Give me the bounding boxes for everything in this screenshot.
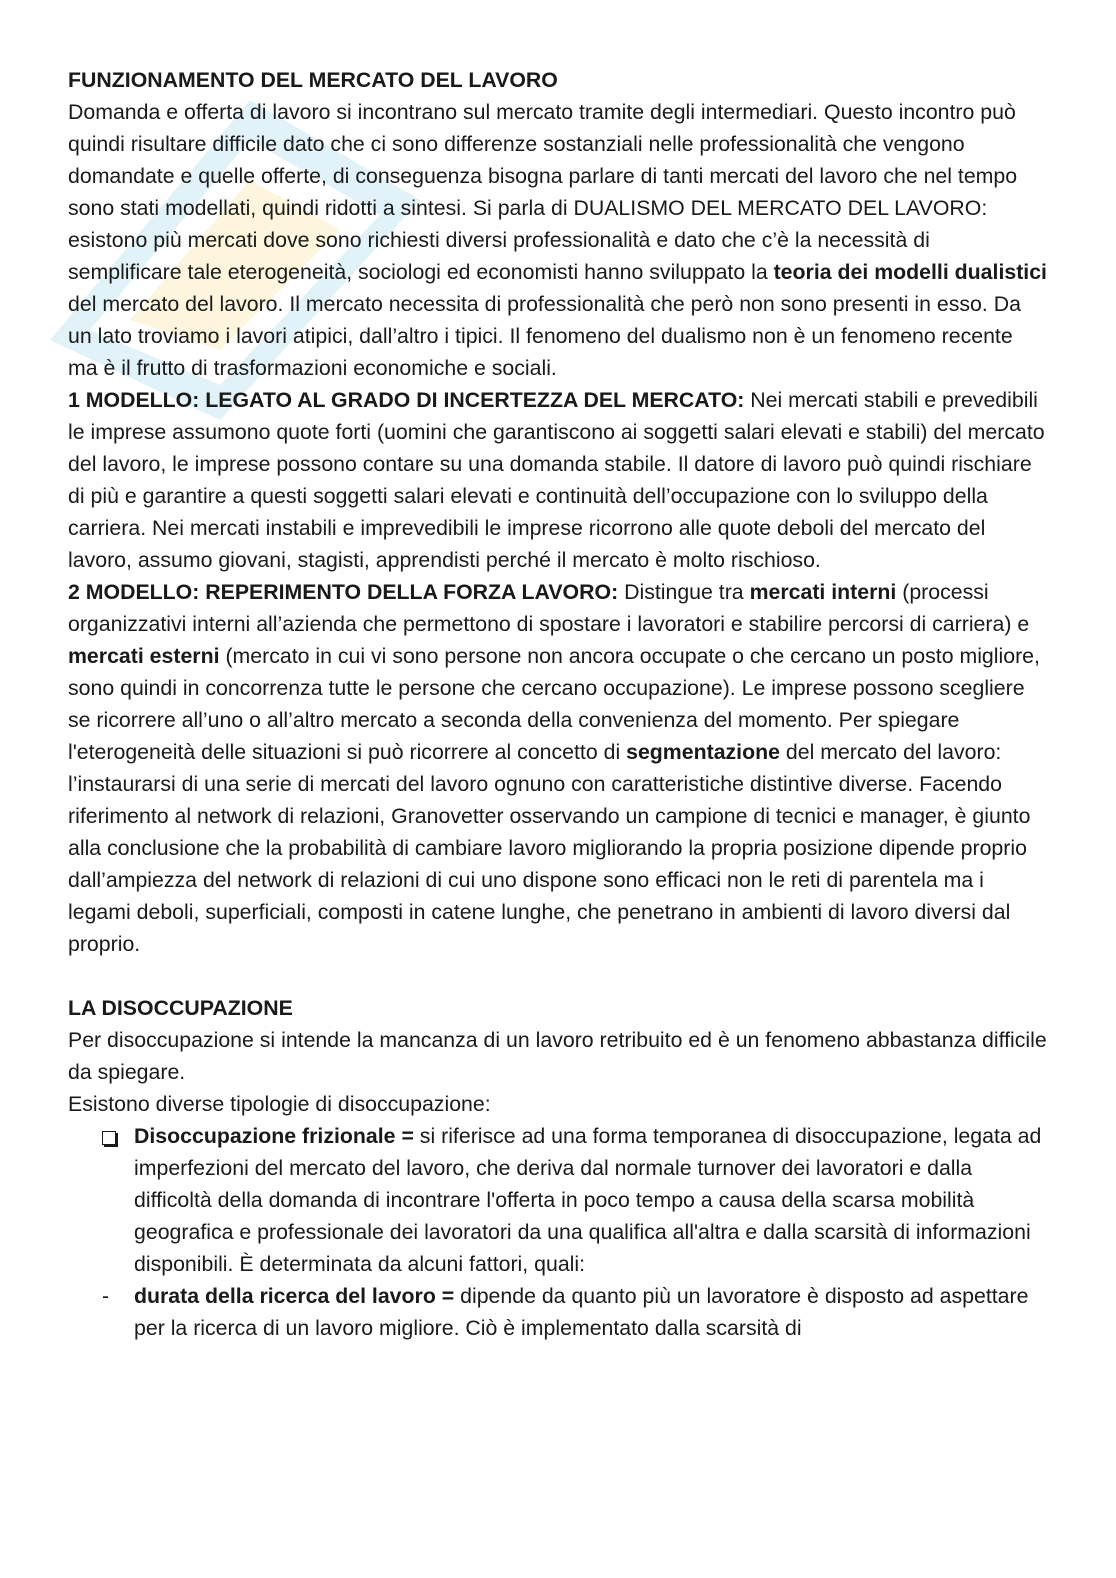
- bold-term-segmentazione: segmentazione: [626, 740, 780, 764]
- paragraph-tipologie-intro: Esistono diverse tipologie di disoccupazione:: [68, 1092, 491, 1116]
- checkbox-bullet-icon: [102, 1120, 126, 1154]
- spacer: [68, 960, 1048, 992]
- model-2-title: 2 MODELLO: REPERIMENTO DELLA FORZA LAVORO:: [68, 580, 619, 604]
- paragraph-disoccupazione-intro: Per disoccupazione si intende la mancanza di un lavoro retribuito ed è un fenomeno abbastanza difficile da spiegare.: [68, 1028, 1047, 1084]
- text-run: Distingue tra: [618, 580, 750, 604]
- bold-term-mercati-esterni: mercati esterni: [68, 644, 220, 668]
- text-run: (mercato in cui vi sono persone non ancora occupate o che cercano un posto migliore, sono quindi in concorrenza tutte le persone che cercano occupazione). Le imprese possono scegliere se ricorrere all’uno o all’altro mercato a seconda della convenienza del momento. Per spiegare l'eterogeneità delle situazioni si può ricorrere al concetto di: [68, 644, 1040, 764]
- paragraph-dualismo: [68, 96, 1048, 384]
- bold-term-teoria-modelli: teoria dei modelli dualistici: [773, 260, 1047, 284]
- bold-term-durata-ricerca: durata della ricerca del lavoro =: [134, 1284, 455, 1308]
- dash-bullet: -: [102, 1284, 110, 1308]
- text-run: (processi organizzativi interni all’azienda che permettono di spostare i lavoratori e stabilire percorsi di carriera) e: [68, 580, 1030, 636]
- paragraph-modello-2: [68, 576, 1048, 960]
- bold-term-frizionale: Disoccupazione frizionale =: [134, 1124, 414, 1148]
- bold-term-mercati-interni: mercati interni: [749, 580, 897, 604]
- list-item-frizionale: [68, 1120, 1048, 1280]
- list-item-durata-ricerca: [68, 1280, 1048, 1344]
- section-title-mercato-lavoro: FUNZIONAMENTO DEL MERCATO DEL LAVORO: [68, 68, 558, 92]
- text-run: Nei mercati stabili e prevedibili le imprese assumono quote forti (uomini che garantiscono ai soggetti salari elevati e stabili) del mercato del lavoro, le imprese possono contare su una domanda stabile. Il datore di lavoro può quindi rischiare di più e garantire a questi soggetti salari elevati e continuità dell’occupazione con lo sviluppo della carriera. Nei mercati instabili e imprevedibili le imprese ricorrono alle quote deboli del mercato del lavoro, assumo giovani, stagisti, apprendisti perché il mercato è molto rischioso.: [68, 388, 1045, 572]
- text-run: Domanda e offerta di lavoro si incontrano sul mercato tramite degli intermediari. Questo incontro può quindi risultare difficile dato che ci sono differenze sostanziali nelle professionalità che vengono domandate e quelle offerte, di conseguenza bisogna parlare di tanti mercati del lavoro che nel tempo sono stati modellati, quindi ridotti a sintesi. Si parla di DUALISMO DEL MERCATO DEL LAVORO: esistono più mercati dove sono richiesti diversi professionalità e dato che c’è la necessità di semplificare tale eterogeneità, sociologi ed economisti hanno sviluppato la: [68, 100, 1018, 284]
- text-run: del mercato del lavoro. Il mercato necessita di professionalità che però non sono presenti in esso. Da un lato troviamo i lavori atipici, dall’altro i tipici. Il fenomeno del dualismo non è un fenomeno recente ma è il frutto di trasformazioni economiche e sociali.: [68, 292, 1021, 380]
- text-run: dipende da quanto più un lavoratore è disposto ad aspettare per la ricerca di un lavoro migliore. Ciò è implementato dalla scarsità di: [134, 1284, 1029, 1340]
- document-page: [68, 64, 1048, 1344]
- text-run: del mercato del lavoro: l’instaurarsi di una serie di mercati del lavoro ognuno con caratteristiche distintive diverse. Facendo riferimento al network di relazioni, Granovetter osservando un campione di tecnici e manager, è giunto alla conclusione che la probabilità di cambiare lavoro migliorando la propria posizione dipende proprio dall’ampiezza del network di relazioni di cui uno dispone sono efficaci non le reti di parentela ma i legami deboli, superficiali, composti in catene lunghe, che penetrano in ambienti di lavoro diversi dal proprio.: [68, 740, 1031, 956]
- paragraph-modello-1: [68, 384, 1048, 576]
- text-run: si riferisce ad una forma temporanea di disoccupazione, legata ad imperfezioni del mercato del lavoro, che deriva dal normale turnover dei lavoratori e dalla difficoltà della domanda di incontrare l'offerta in poco tempo a causa della scarsa mobilità geografica e professionale dei lavoratori da una qualifica all'altra e dalla scarsità di informazioni disponibili. È determinata da alcuni fattori, quali:: [134, 1124, 1042, 1276]
- model-1-title: 1 MODELLO: LEGATO AL GRADO DI INCERTEZZA DEL MERCATO:: [68, 388, 745, 412]
- section-title-disoccupazione: LA DISOCCUPAZIONE: [68, 996, 293, 1020]
